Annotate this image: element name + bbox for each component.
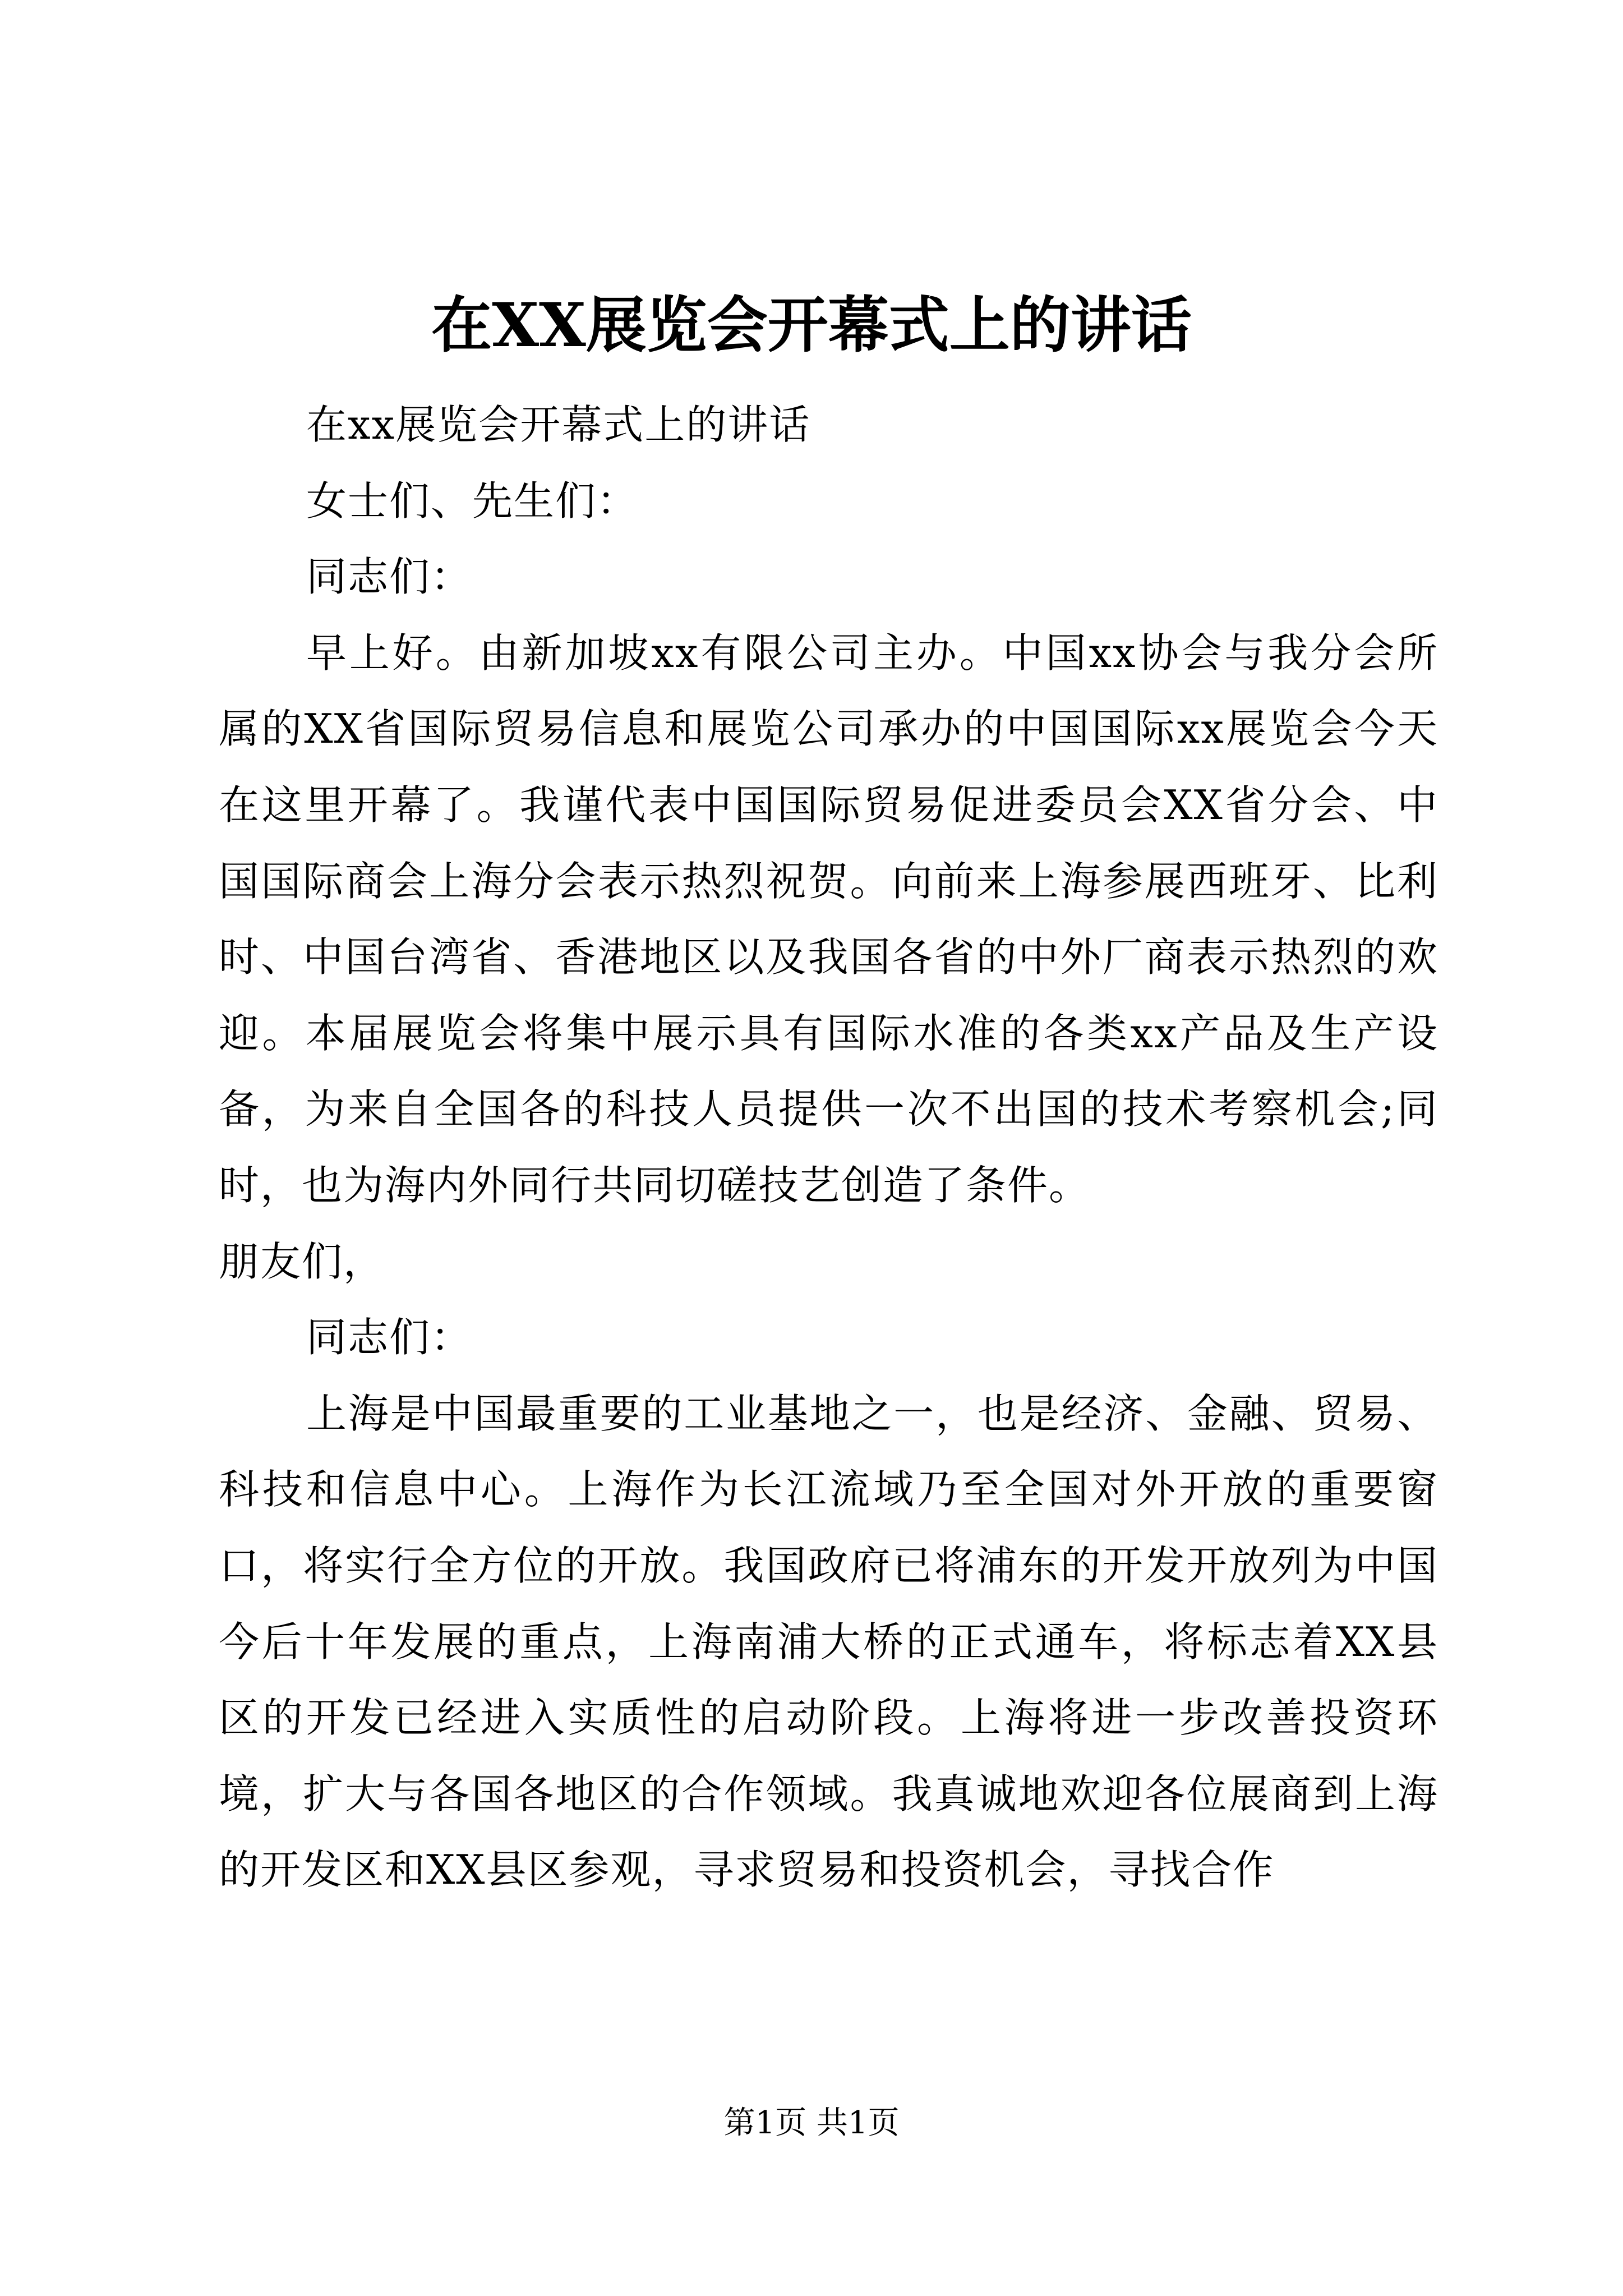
- document-body: [219, 387, 1438, 1908]
- paragraph-opening: 早上好。由新加坡xx有限公司主办。中国xx协会与我分会所属的XX省国际贸易信息和展览公司承办的中国国际xx展览会今天在这里开幕了。我谨代表中国国际贸易促进委员会XX省分会、中国国际商会上海分会表示热烈祝贺。向前来上海参展西班牙、比利时、中国台湾省、香港地区以及我国各省的中外厂商表示热烈的欢迎。本届展览会将集中展示具有国际水准的各类xx产品及生产设备，为来自全国各的科技人员提供一次不出国的技术考察机会;同时，也为海内外同行共同切磋技艺创造了条件。: [219, 629, 1438, 1209]
- paragraph-subtitle: 在xx展览会开幕式上的讲话: [306, 401, 811, 448]
- paragraph-salutation-ladies-gentlemen: 女士们、先生们：: [306, 477, 639, 524]
- page-footer: 第1页 共1页: [723, 2105, 900, 2141]
- paragraph-friends: 朋友们，: [219, 1237, 385, 1285]
- paragraph-shanghai: 上海是中国最重要的工业基地之一，也是经济、金融、贸易、科技和信息中心。上海作为长江流域乃至全国对外开放的重要窗口，将实行全方位的开放。我国政府已将浦东的开发开放列为中国今后十年发展的重点，上海南浦大桥的正式通车，将标志着XX县区的开发已经进入实质性的启动阶段。上海将进一步改善投资环境，扩大与各国各地区的合作领域。我真诚地欢迎各位展商到上海的开发区和XX县区参观，寻求贸易和投资机会，寻找合作: [219, 1389, 1438, 1894]
- paragraph-salutation-comrades: 同志们：: [306, 553, 473, 601]
- document-title: 在XX展览会开幕式上的讲话: [431, 290, 1192, 361]
- paragraph-salutation-comrades-2: 同志们：: [306, 1314, 473, 1361]
